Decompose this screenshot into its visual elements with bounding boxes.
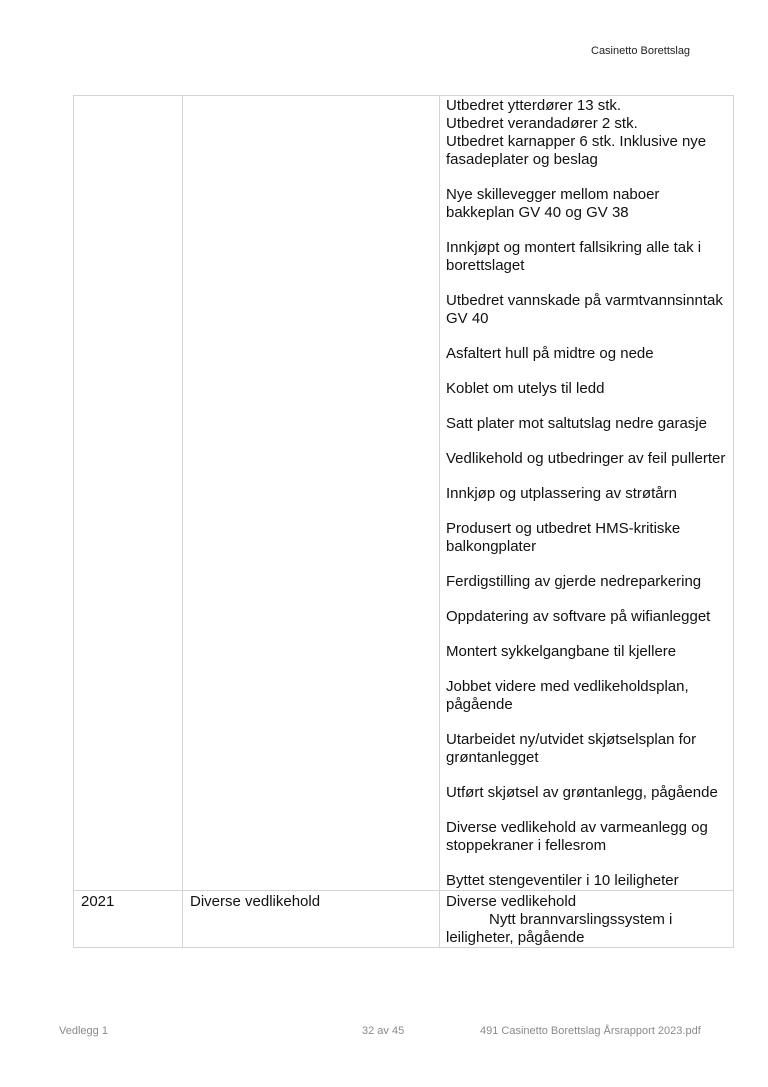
list-item: Ferdigstilling av gjerde nedreparkering xyxy=(446,573,702,590)
list-item: Utført skjøtsel av grøntanlegg, pågående xyxy=(446,784,718,801)
table-row xyxy=(74,891,734,948)
description-cell xyxy=(440,96,734,891)
list-item: Montert sykkelgangbane til kjellere xyxy=(446,643,677,660)
maintenance-table xyxy=(73,95,734,948)
footer-page-number: 32 av 45 xyxy=(362,1025,405,1037)
header-title: Casinetto Borettslag xyxy=(591,45,691,57)
list-item: Utbedret ytterdører 13 stk. Utbedret verandadører 2 stk. Utbedret karnapper 6 stk. Inklusive nye fasadeplater og beslag xyxy=(446,97,707,168)
description-cell xyxy=(440,891,734,948)
list-item: Utbedret vannskade på varmtvannsinntak GV 40 xyxy=(446,292,723,327)
list-item: Jobbet videre med vedlikeholdsplan, pågående xyxy=(446,678,689,713)
list-item: Nye skillevegger mellom naboer bakkeplan GV 40 og GV 38 xyxy=(446,186,660,221)
list-item: Diverse vedlikehold av varmeanlegg og stoppekraner i fellesrom xyxy=(446,819,708,854)
list-item: Byttet stengeventiler i 10 leiligheter xyxy=(446,872,679,889)
list-item: Innkjøpt og montert fallsikring alle tak i borettslaget xyxy=(446,239,702,274)
list-item: Asfaltert hull på midtre og nede xyxy=(446,345,654,362)
list-item: Utarbeidet ny/utvidet skjøtselsplan for grøntanlegget xyxy=(446,731,697,766)
description-line: leiligheter, pågående xyxy=(446,929,585,946)
table-row xyxy=(74,96,734,891)
footer-filename: 491 Casinetto Borettslag Årsrapport 2023.pdf xyxy=(480,1025,701,1037)
list-item: Koblet om utelys til ledd xyxy=(446,380,605,397)
item-list xyxy=(440,96,733,890)
list-item: Innkjøp og utplassering av strøtårn xyxy=(446,485,677,502)
year-cell xyxy=(74,96,183,891)
category-cell xyxy=(183,96,440,891)
list-item: Oppdatering av softvare på wifianlegget xyxy=(446,608,711,625)
year-cell: 2021 xyxy=(74,891,183,948)
list-item: Satt plater mot saltutslag nedre garasje xyxy=(446,415,707,432)
category-cell: Diverse vedlikehold xyxy=(183,891,440,948)
footer-attachment: Vedlegg 1 xyxy=(59,1025,108,1037)
list-item: Vedlikehold og utbedringer av feil pullerter xyxy=(446,450,726,467)
list-item: Produsert og utbedret HMS-kritiske balkongplater xyxy=(446,520,681,555)
description-line: Nytt brannvarslingssystem i xyxy=(489,911,673,928)
description-line: Diverse vedlikehold xyxy=(446,893,577,910)
